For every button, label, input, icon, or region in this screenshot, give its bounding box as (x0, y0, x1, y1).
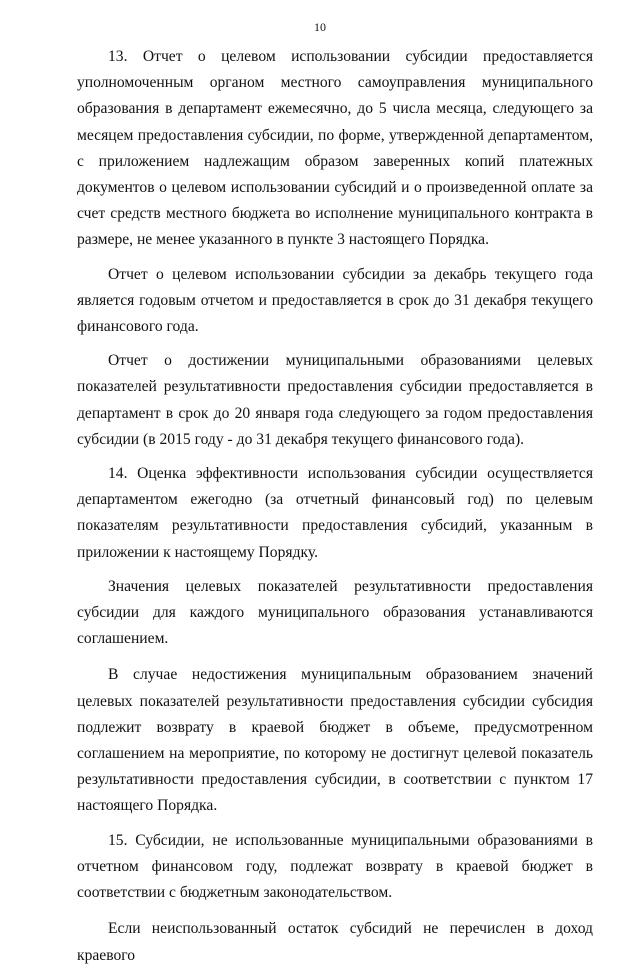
paragraph-13-report: 13. Отчет о целевом использовании субсидии предоставляется уполномоченным органом местного самоуправления муниципального образования в департамент ежемесячно, до 5 числа месяца, следующего за месяцем предоставления субсидии, по форме, утвержденной департаментом, с приложением надлежащим образом заверенных копий платежных документов о целевом использовании субсидий и о произведенной оплате за счет средств местного бюджета во исполнение муниципального контракта в размере, не менее указанного в пункте 3 настоящего Порядка. (77, 48, 593, 249)
page-number: 10 (314, 20, 326, 34)
paragraph-annual-report: Отчет о целевом использовании субсидии за декабрь текущего года является годовым отчетом и предоставляется в срок до 31 декабря текущего финансового года. (77, 265, 593, 336)
paragraph-15-unused-subsidies: 15. Субсидии, не использованные муниципальными образованиями в отчетном финансовом году, подлежат возврату в краевой бюджет в соответствии с бюджетным законодательством. (77, 831, 593, 902)
paragraph-indicators-report: Отчет о достижении муниципальными образованиями целевых показателей результативности предоставления субсидии предоставляется в департамент в срок до 20 января года следующего за годом предоставления субсидии (в 2015 году - до 31 декабря текущего финансового года). (77, 352, 593, 448)
paragraph-14-evaluation: 14. Оценка эффективности использования субсидии осуществляется департаментом ежегодно (за отчетный финансовый год) по целевым показателям результативности предоставления субсидий, указанным в приложении к настоящему Порядку. (77, 465, 593, 561)
document-body (77, 44, 593, 969)
paragraph-indicator-values: Значения целевых показателей результативности предоставления субсидии для каждого муниципального образования устанавливаются соглашением. (77, 577, 593, 648)
paragraph-non-achievement: В случае недостижения муниципальным образованием значений целевых показателей результативности предоставления субсидии субсидия подлежит возврату в краевой бюджет в объеме, предусмотренном соглашением на мероприятие, по которому не достигнут целевой показатель результативности предоставления субсидии, в соответствии с пунктом 17 настоящего Порядка. (77, 666, 593, 815)
paragraph-unused-remainder: Если неиспользованный остаток субсидий не перечислен в доход краевого (77, 920, 593, 964)
